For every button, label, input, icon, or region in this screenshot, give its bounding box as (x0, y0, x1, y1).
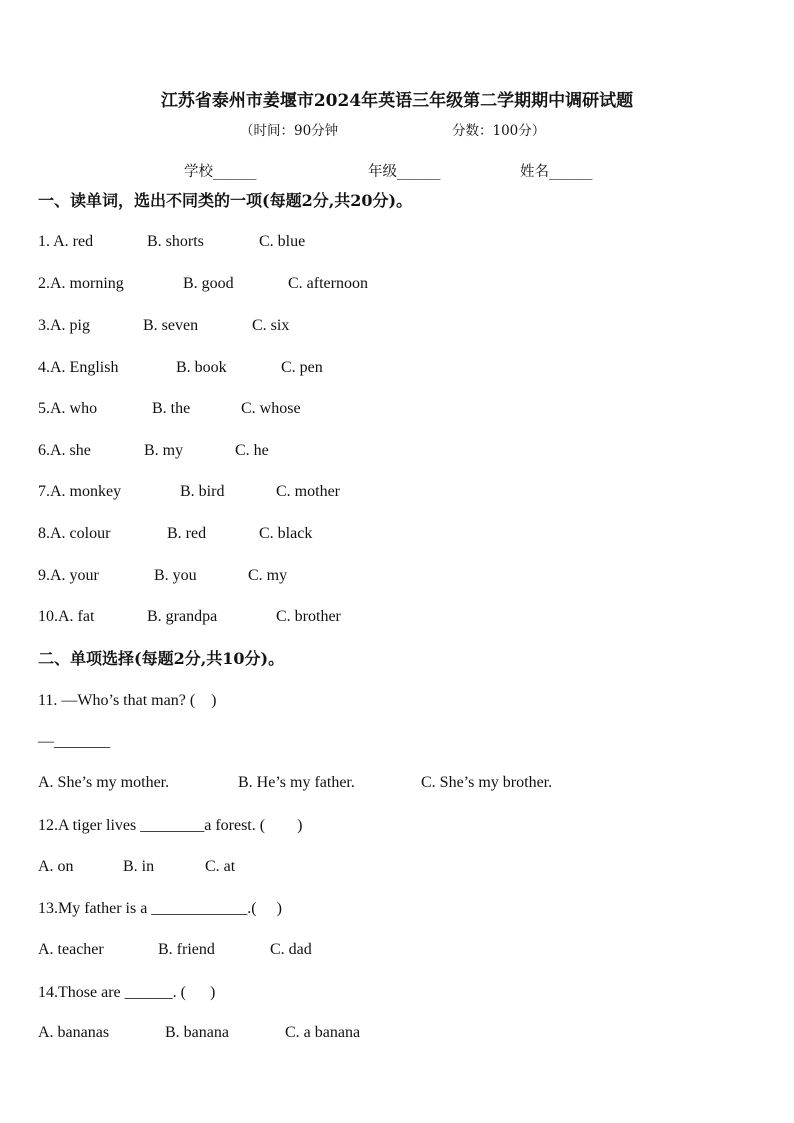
q11-option-a: A. She’s my mother. (38, 774, 170, 791)
exam-score: 分数：100分） (452, 123, 546, 139)
q9-option-b: B. you (154, 567, 197, 584)
question-11: 11. —Who’s that man? ( ) (38, 692, 217, 709)
question-14: 14.Those are ______. ( ) (38, 984, 216, 1001)
q10-option-b: B. grandpa (147, 608, 218, 625)
q3-option-c: C. six (252, 317, 290, 334)
question-13: 13.My father is a ____________.( ) (38, 900, 282, 917)
section1-heading: 一、读单词，选出不同类的一项(每题2分,共20分)。 (38, 191, 413, 210)
q4-option-a: 4.A. English (38, 359, 119, 376)
q8-option-c: C. black (259, 525, 313, 542)
q10-option-c: C. brother (276, 608, 341, 625)
q9-option-c: C. my (248, 567, 288, 584)
q13-option-b: B. friend (158, 941, 215, 958)
q12-option-b: B. in (123, 858, 155, 875)
q6-option-b: B. my (144, 442, 184, 459)
exam-time: （时间：90分钟 (240, 123, 339, 139)
q6-option-c: C. he (235, 442, 269, 459)
q7-option-c: C. mother (276, 483, 340, 500)
q8-option-a: 8.A. colour (38, 525, 111, 542)
question-11-answer-blank: —_______ (38, 733, 110, 750)
q10-option-a: 10.A. fat (38, 608, 95, 625)
q14-option-a: A. bananas (38, 1024, 110, 1041)
section2-heading: 二、单项选择(每题2分,共10分)。 (38, 649, 285, 668)
q2-option-a: 2.A. morning (38, 275, 124, 292)
q4-option-b: B. book (176, 359, 227, 376)
q14-option-b: B. banana (165, 1024, 229, 1041)
q14-option-c: C. a banana (285, 1024, 361, 1041)
q2-option-c: C. afternoon (288, 275, 368, 292)
question-12: 12.A tiger lives ________a forest. ( ) (38, 817, 303, 834)
q1-option-a: 1. A. red (38, 233, 94, 250)
q9-option-a: 9.A. your (38, 567, 99, 584)
q2-option-b: B. good (183, 275, 234, 292)
q5-option-b: B. the (152, 400, 191, 417)
q3-option-b: B. seven (143, 317, 199, 334)
q5-option-c: C. whose (241, 400, 301, 417)
q12-option-a: A. on (38, 858, 74, 875)
q7-option-a: 7.A. monkey (38, 483, 122, 500)
q5-option-a: 5.A. who (38, 400, 98, 417)
q13-option-a: A. teacher (38, 941, 104, 958)
q8-option-b: B. red (167, 525, 207, 542)
q3-option-a: 3.A. pig (38, 317, 90, 334)
name-field: 姓名______ (520, 164, 593, 180)
q6-option-a: 6.A. she (38, 442, 91, 459)
page-title: 江苏省泰州市姜堰市2024年英语三年级第二学期期中调研试题 (160, 91, 634, 111)
school-field: 学校______ (184, 164, 257, 180)
q13-option-c: C. dad (270, 941, 312, 958)
q11-option-c: C. She’s my brother. (421, 774, 553, 791)
q1-option-c: C. blue (259, 233, 306, 250)
q4-option-c: C. pen (281, 359, 323, 376)
q1-option-b: B. shorts (147, 233, 204, 250)
grade-field: 年级______ (368, 164, 441, 180)
q11-option-b: B. He’s my father. (238, 774, 355, 791)
q12-option-c: C. at (205, 858, 236, 875)
q7-option-b: B. bird (180, 483, 225, 500)
